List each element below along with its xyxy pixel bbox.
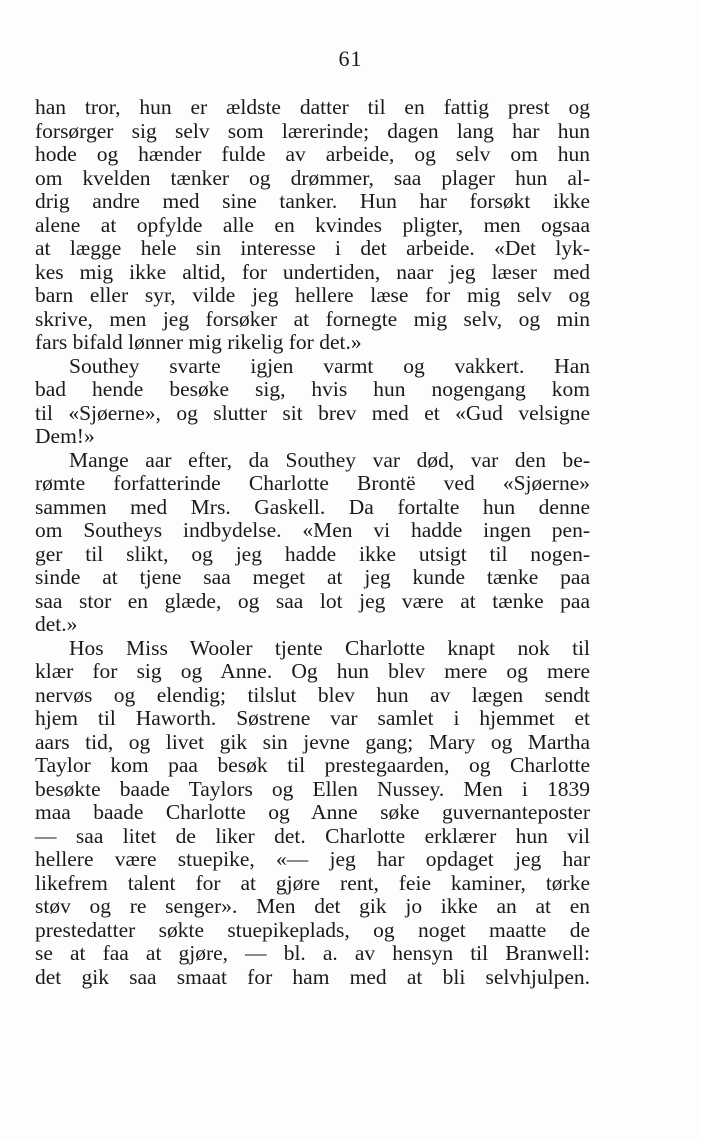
text-line: kes mig ikke altid, for undertiden, naar jeg læser med [35,259,590,284]
page-number: 61 [338,46,363,71]
text-line: barn eller syr, vilde jeg hellere læse for mig selv og [35,283,590,307]
text-line: det.» [35,612,78,636]
text-line: fars bifald lønner mig rikelig for det.» [35,330,362,354]
text-line: hode og hænder fulde av arbeide, og selv om hun [35,142,590,166]
text-line: — saa litet de liker det. Charlotte erklærer hun vil [35,823,590,848]
text-line: Mange aar efter, da Southey var død, var den be- [69,447,590,472]
text-line: prestedatter søkte stuepikeplads, og noget maatte de [35,917,590,942]
text-line: hjem til Haworth. Søstrene var samlet i hjemmet et [35,706,590,730]
text-line: Dem!» [35,424,95,448]
text-line: skrive, men jeg forsøker at fornegte mig selv, og min [35,306,590,331]
text-line: drig andre med sine tanker. Hun har forsøkt ikke [35,189,590,213]
text-line: bad hende besøke sig, hvis hun nogengang kom [35,377,590,401]
text-line: Southey svarte igjen varmt og vakkert. Han [69,353,590,378]
text-line: sammen med Mrs. Gaskell. Da fortalte hun denne [35,494,590,519]
text-line: maa baade Charlotte og Anne søke guvernanteposter [35,800,590,824]
text-line: hellere være stuepike, «— jeg har opdaget jeg har [35,847,590,871]
text-line: til «Sjøerne», og slutter sit brev med et «Gud velsigne [35,400,590,425]
text-line: om kvelden tænker og drømmer, saa plager hun al- [35,165,590,190]
text-line: aars tid, og livet gik sin jevne gang; Mary og Martha [35,729,590,754]
body-text [35,96,590,989]
text-line: om Southeys indbydelse. «Men vi hadde ingen pen- [35,518,590,542]
text-line: han tror, hun er ældste datter til en fattig prest og [35,95,590,119]
text-line: sinde at tjene saa meget at jeg kunde tænke paa [35,565,590,589]
text-line: likefrem talent for at gjøre rent, feie kaminer, tørke [35,870,590,895]
text-line: se at faa at gjøre, — bl. a. av hensyn til Branwell: [35,941,590,965]
text-line: besøkte baade Taylors og Ellen Nussey. Men i 1839 [35,776,590,801]
text-line: Taylor kom paa besøk til prestegaarden, og Charlotte [35,753,590,777]
text-line: rømte forfatterinde Charlotte Brontë ved «Sjøerne» [35,471,590,495]
text-line: ger til slikt, og jeg hadde ikke utsigt til nogen- [35,541,590,566]
text-line: klær for sig og Anne. Og hun blev mere og mere [35,659,590,683]
text-line: det gik saa smaat for ham med at bli selvhjulpen. [35,964,590,989]
text-line: Hos Miss Wooler tjente Charlotte knapt nok til [69,635,590,660]
text-line: nervøs og elendig; tilslut blev hun av lægen sendt [35,682,590,707]
text-line: saa stor en glæde, og saa lot jeg være at tænke paa [35,588,590,613]
text-line: alene at opfylde alle en kvindes pligter, men ogsaa [35,212,590,237]
text-line: forsørger sig selv som lærerinde; dagen lang har hun [35,118,590,143]
text-line: støv og re senger». Men det gik jo ikke an at en [35,894,590,918]
text-line: at lægge hele sin interesse i det arbeide. «Det lyk- [35,236,590,260]
